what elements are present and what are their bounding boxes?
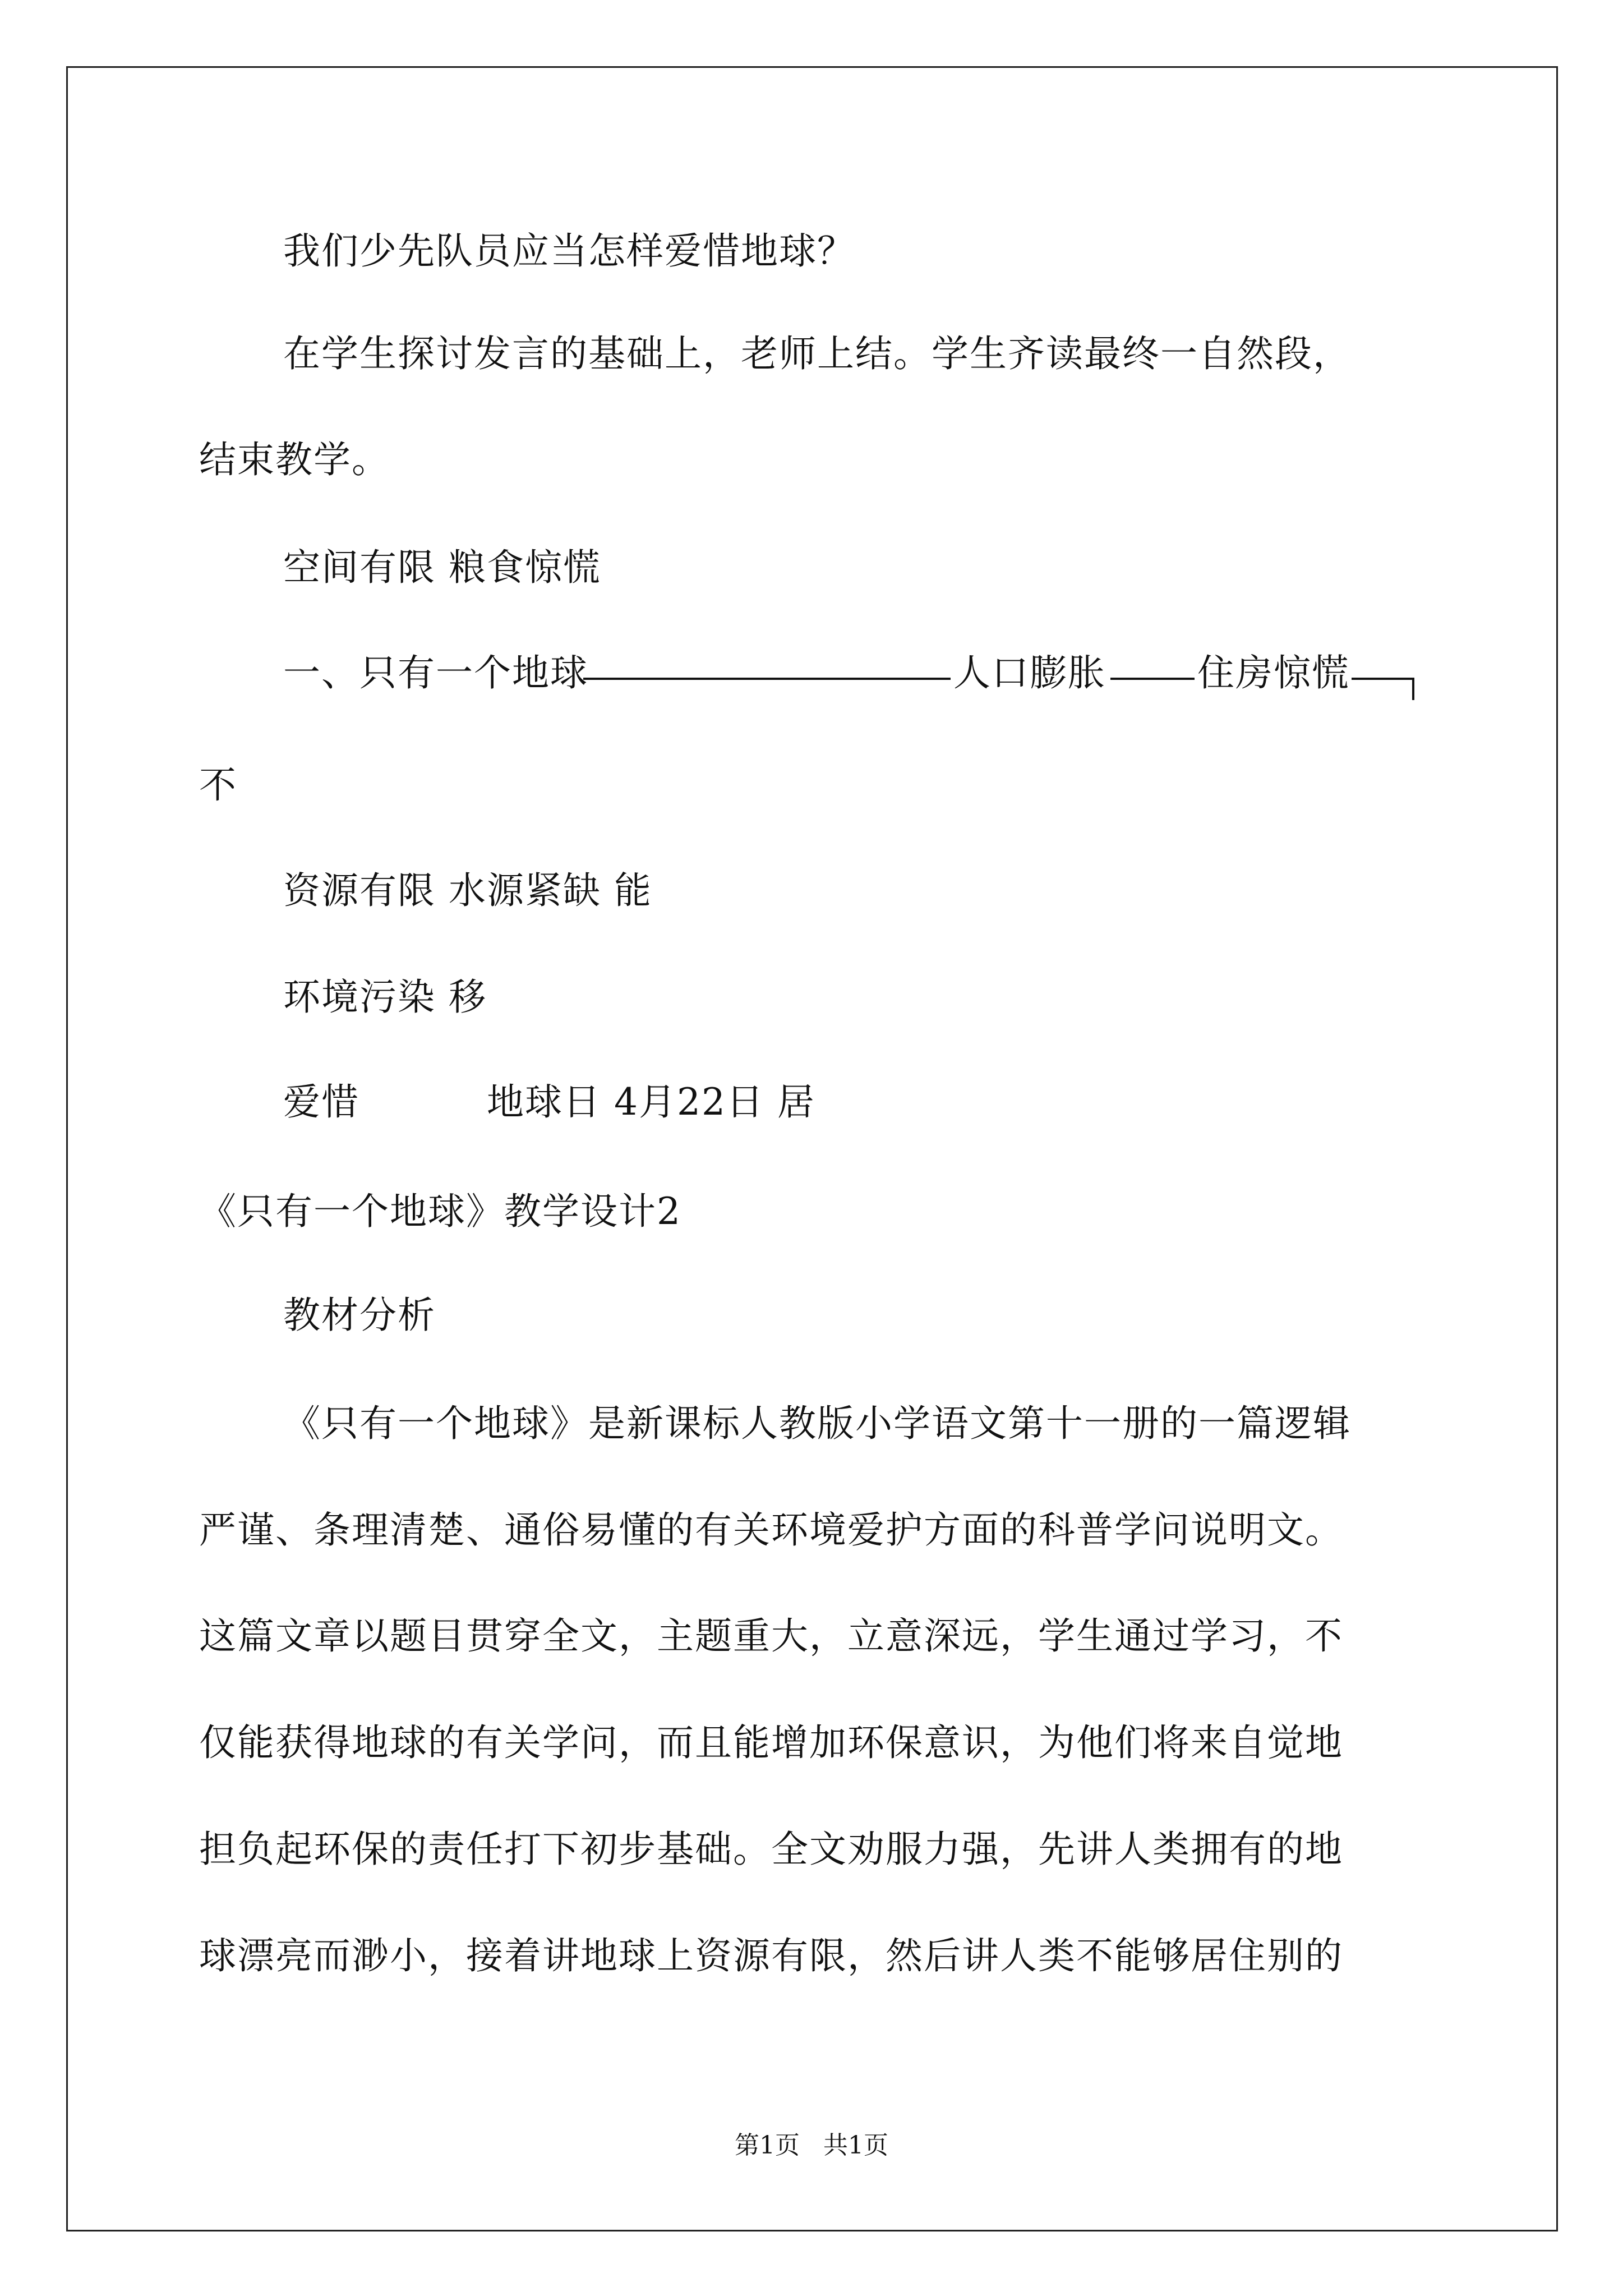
earth-day-label-right: 地球日 4月22日 居: [487, 1080, 815, 1124]
page-total: 共1页: [823, 2131, 888, 2160]
diagram-label-population: 人口膨胀: [953, 651, 1106, 694]
text-line: 我们少先队员应当怎样爱惜地球？: [283, 229, 855, 273]
page-number: 第1页: [735, 2131, 800, 2160]
text-line: 不: [199, 763, 237, 807]
text-line: 环境污染 移: [283, 976, 487, 1019]
page-footer: [0, 2129, 1623, 2162]
connector-tick: [1412, 678, 1414, 700]
earth-day-label-left: 爱惜: [283, 1080, 359, 1124]
text-line: 仅能获得地球的有关学问，而且能增加环保意识，为他们将来自觉地: [199, 1721, 1343, 1764]
text-line: 《只有一个地球》是新课标人教版小学语文第十一册的一篇逻辑: [283, 1402, 1351, 1445]
connector-rule: [1110, 678, 1195, 680]
text-line: 资源有限 水源紧缺 能: [283, 869, 652, 912]
connector-rule: [1352, 678, 1414, 680]
diagram-label-housing: 住房惊慌: [1197, 651, 1350, 694]
connector-rule: [583, 678, 951, 680]
section-title: 《只有一个地球》教学设计2: [199, 1190, 681, 1233]
text-line: 球漂亮而渺小，接着讲地球上资源有限，然后讲人类不能够居住别的: [199, 1934, 1343, 1977]
text-line: 担负起环保的责任打下初步基础。全文劝服力强，先讲人类拥有的地: [199, 1828, 1343, 1871]
text-line: 在学生探讨发言的基础上，老师上结。学生齐读最终一自然段，: [283, 332, 1351, 375]
text-line: 严谨、条理清楚、通俗易懂的有关环境爱护方面的科普学问说明文。: [199, 1508, 1343, 1552]
page-border: [66, 66, 1558, 2231]
section-heading: 教材分析: [283, 1294, 436, 1337]
diagram-label-earth: 一、只有一个地球: [283, 651, 588, 694]
text-line: 空间有限 粮食惊慌: [283, 546, 601, 589]
text-line: 结束教学。: [199, 438, 390, 481]
text-line: 这篇文章以题目贯穿全文，主题重大，立意深远，学生通过学习，不: [199, 1614, 1343, 1658]
